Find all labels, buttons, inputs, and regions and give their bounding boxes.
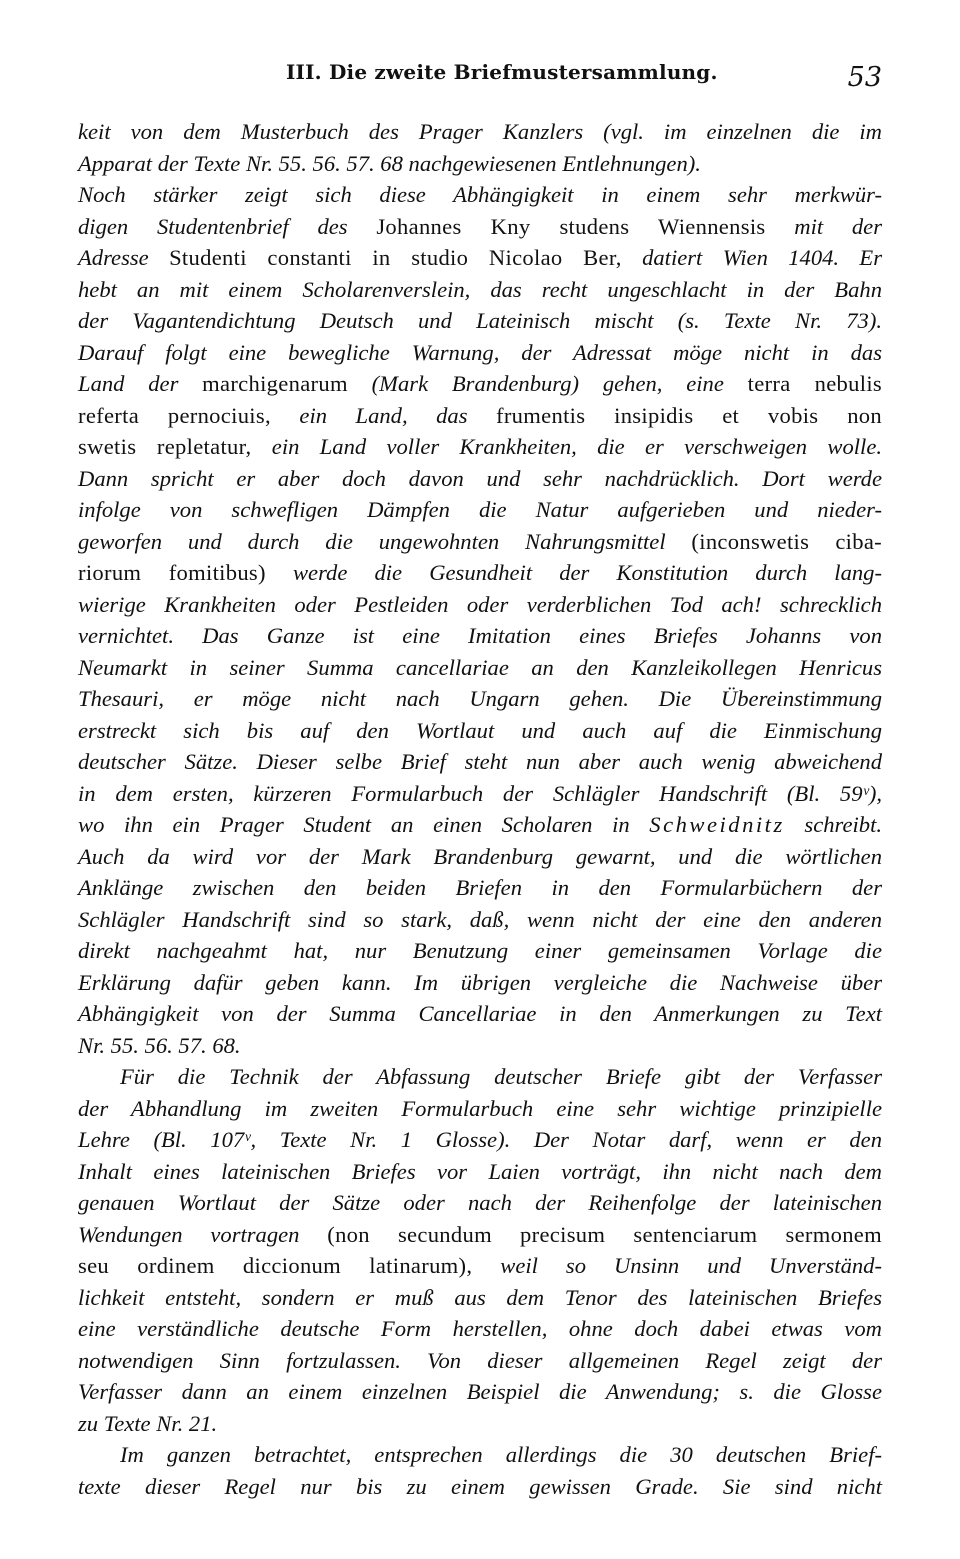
text-segment: Dann spricht er aber doch davon und sehr nachdrücklich. Dort werde bbox=[78, 465, 882, 491]
text-segment: erstreckt sich bis auf den Wortlaut und auch auf die Einmischung bbox=[78, 717, 882, 743]
text-line bbox=[78, 683, 882, 715]
text-line bbox=[78, 400, 882, 432]
text-segment: Neumarkt in seiner Summa cancellariae an den Kanzleikollegen Henricus bbox=[78, 654, 882, 680]
text-segment: lichkeit entsteht, sondern er muß aus dem Tenor des lateinischen Briefes bbox=[78, 1284, 882, 1310]
text-segment: Abhängigkeit von der Summa Cancellariae in den Anmerkungen zu Text bbox=[78, 1001, 882, 1026]
text-line bbox=[78, 337, 882, 369]
text-line bbox=[78, 652, 882, 684]
text-segment: wierige Krankheiten oder Pestleiden oder verderblichen Tod ach! schrecklich bbox=[78, 591, 882, 617]
text-segment: Verfasser dann an einem einzelnen Beispiel die Anwendung; s. die Glosse bbox=[78, 1379, 882, 1404]
text-line bbox=[78, 1124, 882, 1156]
text-line bbox=[78, 368, 882, 400]
text-segment: direkt nachgeahmt hat, nur Benutzung einer gemeinsamen Vorlage die bbox=[78, 938, 882, 963]
text-line bbox=[78, 242, 882, 274]
running-head: III. Die zweite Briefmustersammlung. bbox=[286, 60, 718, 84]
text-segment: Darauf folgt eine bewegliche Warnung, der Adressat möge nicht in das bbox=[78, 339, 882, 365]
text-line bbox=[78, 589, 882, 621]
text-line bbox=[78, 1061, 882, 1093]
text-segment: Adresse bbox=[78, 245, 170, 270]
text-line bbox=[78, 872, 882, 904]
text-segment: Im ganzen betrachtet, entsprechen allerdings die 30 deutschen Brief- bbox=[120, 1442, 882, 1467]
text-segment: Anklänge zwischen den beiden Briefen in den Formularbüchern der bbox=[78, 875, 882, 900]
text-segment: Für die Technik der Abfassung deutscher Briefe gibt der Verfasser bbox=[120, 1064, 882, 1089]
text-segment: riorum fomitibus) bbox=[78, 560, 266, 585]
text-line bbox=[78, 1313, 882, 1345]
text-line bbox=[78, 1156, 882, 1188]
text-line bbox=[78, 1282, 882, 1314]
text-segment: swetis repletatur, bbox=[78, 434, 252, 459]
text-line bbox=[78, 1093, 882, 1125]
text-line bbox=[78, 557, 882, 589]
text-segment: marchigenarum bbox=[202, 371, 348, 396]
text-segment: seu ordinem diccionum latinarum), bbox=[78, 1253, 473, 1278]
text-segment: deutscher Sätze. Dieser selbe Brief steht nun aber auch wenig abweichend bbox=[78, 749, 882, 774]
text-segment: Inhalt eines lateinischen Briefes vor Laien vorträgt, ihn nicht nach dem bbox=[78, 1158, 882, 1184]
text-segment: schreibt. bbox=[784, 812, 882, 837]
text-segment: datiert Wien 1404. Er bbox=[621, 245, 883, 270]
text-segment: vernichtet. Das Ganze ist eine Imitation eines Briefes Johanns von bbox=[78, 623, 882, 648]
text-segment: Noch stärker zeigt sich diese Abhängigkeit in einem sehr merkwür- bbox=[78, 182, 882, 207]
text-segment: Schlägler Handschrift sind so stark, daß, wenn nicht der eine den anderen bbox=[78, 906, 882, 932]
text-segment: Lehre (Bl. 107ᵛ, Texte Nr. 1 Glosse). Der Notar darf, wenn er den bbox=[78, 1127, 882, 1152]
text-line bbox=[78, 494, 882, 526]
text-segment: genauen Wortlaut der Sätze oder nach der Reihenfolge der lateinischen bbox=[78, 1190, 882, 1215]
text-line bbox=[78, 935, 882, 967]
text-segment: Johannes Kny studens Wiennensis bbox=[376, 213, 766, 239]
text-line bbox=[78, 998, 882, 1030]
text-segment: hebt an mit einem Scholarenverslein, das recht ungeschlacht in der Bahn bbox=[78, 276, 882, 302]
text-line bbox=[78, 1345, 882, 1377]
text-line bbox=[78, 1219, 882, 1251]
text-segment: Nr. 55. 56. 57. 68. bbox=[78, 1032, 241, 1058]
text-line bbox=[78, 463, 882, 495]
text-segment: texte dieser Regel nur bis zu einem gewissen Grade. Sie sind nicht bbox=[78, 1473, 882, 1499]
text-segment: zu Texte Nr. 21. bbox=[78, 1410, 218, 1436]
text-line bbox=[78, 620, 882, 652]
text-line bbox=[78, 1376, 882, 1408]
text-segment: geworfen und durch die ungewohnten Nahrungsmittel bbox=[78, 528, 692, 554]
text-line bbox=[78, 526, 882, 558]
text-segment: Schweidnitz bbox=[649, 812, 785, 837]
text-segment: Thesauri, er möge nicht nach Ungarn gehen. Die Übereinstimmung bbox=[78, 686, 882, 711]
text-segment: Auch da wird vor der Mark Brandenburg gewarnt, und die wörtlichen bbox=[78, 843, 882, 869]
text-segment: (inconswetis ciba- bbox=[691, 528, 882, 554]
text-segment: mit der bbox=[765, 213, 882, 239]
text-segment: infolge von schwefligen Dämpfen die Natur aufgerieben und nieder- bbox=[78, 497, 882, 522]
body-text bbox=[78, 116, 882, 1502]
text-line bbox=[78, 116, 882, 148]
text-segment: Land der bbox=[78, 371, 203, 396]
text-line bbox=[78, 1187, 882, 1219]
text-segment: werde die Gesundheit der Konstitution durch lang- bbox=[265, 560, 882, 585]
text-line bbox=[78, 431, 882, 463]
text-segment: (Mark Brandenburg) gehen, eine bbox=[347, 371, 748, 396]
page-header bbox=[78, 58, 882, 98]
text-segment: eine verständliche deutsche Form herstellen, ohne doch dabei etwas vom bbox=[78, 1316, 882, 1341]
text-line bbox=[78, 1471, 882, 1503]
text-segment: ein Land voller Krankheiten, die er verschweigen wolle. bbox=[251, 434, 882, 459]
text-line bbox=[78, 1030, 882, 1062]
text-segment: weil so Unsinn und Unverständ- bbox=[472, 1253, 882, 1278]
text-segment: Apparat der Texte Nr. 55. 56. 57. 68 nachgewiesenen Entlehnungen). bbox=[78, 150, 701, 176]
text-segment: Wendungen vortragen bbox=[78, 1221, 328, 1247]
text-segment: der Vagantendichtung Deutsch und Lateinisch mischt (s. Texte Nr. 73). bbox=[78, 308, 882, 333]
text-segment: ein Land, das bbox=[270, 402, 497, 428]
text-segment: Erklärung dafür geben kann. Im übrigen vergleiche die Nachweise über bbox=[78, 969, 882, 995]
text-line bbox=[78, 778, 882, 810]
page-number: 53 bbox=[847, 62, 882, 93]
text-segment: digen Studentenbrief des bbox=[78, 213, 377, 239]
text-line bbox=[78, 746, 882, 778]
text-segment: keit von dem Musterbuch des Prager Kanzlers (vgl. im einzelnen die im bbox=[78, 119, 882, 144]
text-line bbox=[78, 211, 882, 243]
text-segment: notwendigen Sinn fortzulassen. Von dieser allgemeinen Regel zeigt der bbox=[78, 1347, 882, 1373]
text-segment: der Abhandlung im zweiten Formularbuch eine sehr wichtige prinzipielle bbox=[78, 1095, 882, 1121]
text-segment: frumentis insipidis et vobis non bbox=[496, 402, 882, 428]
text-line bbox=[78, 1408, 882, 1440]
text-line bbox=[78, 305, 882, 337]
text-line bbox=[78, 967, 882, 999]
text-segment: (non secundum precisum sentenciarum sermonem bbox=[327, 1221, 882, 1247]
text-segment: terra nebulis bbox=[747, 371, 882, 396]
text-segment: referta pernociuis, bbox=[78, 402, 271, 428]
text-line bbox=[78, 274, 882, 306]
text-segment: in dem ersten, kürzeren Formularbuch der Schlägler Handschrift (Bl. 59ᵛ), bbox=[78, 780, 882, 806]
text-line bbox=[78, 1250, 882, 1282]
text-line bbox=[78, 1439, 882, 1471]
text-line bbox=[78, 809, 882, 841]
text-line bbox=[78, 841, 882, 873]
text-line bbox=[78, 179, 882, 211]
text-line bbox=[78, 715, 882, 747]
text-segment: wo ihn ein Prager Student an einen Scholaren in bbox=[78, 812, 650, 837]
text-line bbox=[78, 148, 882, 180]
text-line bbox=[78, 904, 882, 936]
text-segment: Studenti constanti in studio Nicolao Ber, bbox=[169, 245, 622, 270]
